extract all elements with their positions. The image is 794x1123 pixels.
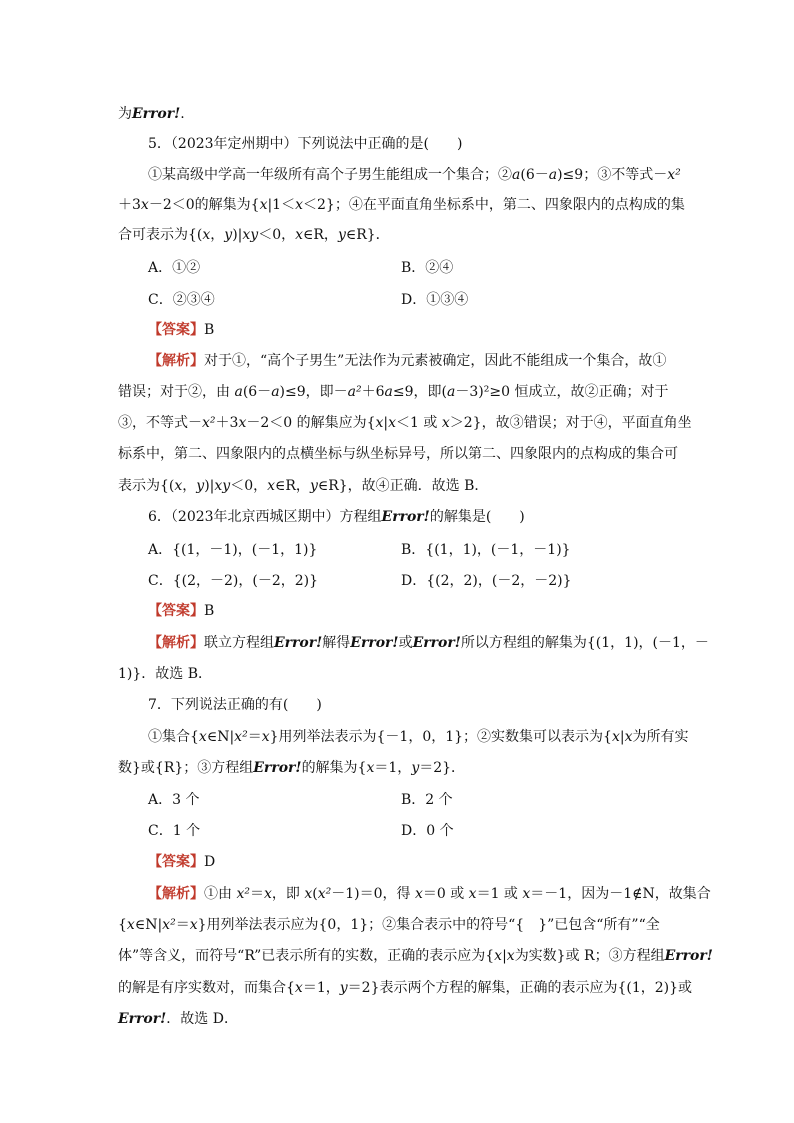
option-d: D．0 个 [401, 823, 454, 839]
explanation-line: 【解析】联立方程组Error!解得Error!或Error!所以方程组的解集为{(1，1)，(－1，－ [148, 635, 709, 651]
error-placeholder: Error! [274, 635, 323, 651]
explanation-line: 的解是有序实数对，而集合{x＝1，y＝2}表示两个方程的解集，正确的表示应为{(1，2)}或 [118, 980, 693, 996]
explanation-line: 【解析】①由 x²＝x，即 x(x²－1)＝0，得 x＝0 或 x＝1 或 x＝－1，因为－1∉N，故集合 [148, 886, 711, 902]
explanation-line: 【解析】对于①，“高个子男生”无法作为元素被确定，因此不能组成一个集合，故① [148, 353, 667, 369]
explanation-line: 1)}．故选 B． [118, 666, 213, 682]
error-placeholder: Error! [381, 509, 430, 525]
explanation-tag: 【解析】 [148, 886, 204, 902]
option-b: B．2 个 [401, 792, 453, 808]
answer-tag: 【答案】 [148, 854, 204, 870]
error-placeholder: Error! [412, 635, 461, 651]
answer-line: 【答案】D [148, 854, 216, 870]
option-b: B．{(1，1)，(－1，－1)} [401, 542, 571, 558]
explanation-line: 标系中，第二、四象限内的点横坐标与纵坐标异号，所以第二、四象限内的点构成的集合可 [118, 446, 678, 462]
option-a: A．①② [148, 260, 201, 276]
explanation-tag: 【解析】 [148, 353, 204, 369]
question-7-statement: ①集合{x∈N|x²＝x}用列举法表示为{－1，0，1}；②实数集可以表示为{x|x为所有实 [148, 729, 689, 745]
option-c: C．{(2，－2)，(－2，2)} [148, 573, 319, 589]
explanation-line: Error!．故选 D． [118, 1011, 238, 1027]
explanation-line: {x∈N|x²＝x}用列举法表示应为{0，1}；②集合表示中的符号“{ }”已包含“所有”“全 [118, 917, 660, 933]
option-c: C．1 个 [148, 823, 201, 839]
question-7-stem: 7．下列说法正确的有( ) [148, 697, 322, 713]
error-placeholder: Error! [118, 1011, 167, 1027]
answer-line: 【答案】B [148, 603, 215, 619]
explanation-line: ③，不等式－x²＋3x－2＜0 的解集应为{x|x＜1 或 x＞2}，故③错误；对于④，平面直角坐 [118, 415, 692, 431]
answer-tag: 【答案】 [148, 603, 204, 619]
explanation-line: 表示为{(x，y)|xy＜0，x∈R，y∈R}，故④正确．故选 B． [118, 478, 489, 494]
error-placeholder: Error! [253, 760, 302, 776]
option-d: D．①③④ [401, 292, 469, 308]
option-d: D．{(2，2)，(－2，－2)} [401, 573, 572, 589]
question-5-statement: ①某高级中学高一年级所有高个子男生能组成一个集合；②a(6－a)≤9；③不等式－x² [148, 167, 681, 183]
error-placeholder: Error! [350, 635, 399, 651]
explanation-tag: 【解析】 [148, 635, 204, 651]
answer-tag: 【答案】 [148, 322, 204, 338]
question-5-statement: ＋3x－2＜0的解集为{x|1＜x＜2}；④在平面直角坐标系中，第二、四象限内的点构成的集 [118, 197, 685, 213]
question-5-stem: 5．（2023年定州期中）下列说法中正确的是( ) [148, 136, 463, 152]
option-a: A．3 个 [148, 792, 200, 808]
error-placeholder: Error! [664, 948, 713, 964]
error-placeholder: Error! [132, 106, 181, 122]
explanation-line: 错误；对于②，由 a(6－a)≤9，即－a²＋6a≤9，即(a－3)²≥0 恒成立，故②正确；对于 [118, 384, 669, 400]
question-7-statement: 数}或{R}；③方程组Error!的解集为{x＝1，y＝2}． [118, 760, 466, 776]
question-6-stem: 6．（2023年北京西城区期中）方程组Error!的解集是( ) [148, 509, 525, 525]
option-c: C．②③④ [148, 292, 215, 308]
question-5-statement: 合可表示为{(x，y)|xy＜0，x∈R，y∈R}． [118, 227, 390, 243]
option-a: A．{(1，－1)，(－1，1)} [148, 542, 318, 558]
text-line: 为Error!. [118, 106, 185, 122]
answer-line: 【答案】B [148, 322, 215, 338]
explanation-line: 体”等含义，而符号“R”已表示所有的实数，正确的表示应为{x|x为实数}或 R；③方程组Error! [118, 948, 713, 964]
option-b: B．②④ [401, 260, 454, 276]
